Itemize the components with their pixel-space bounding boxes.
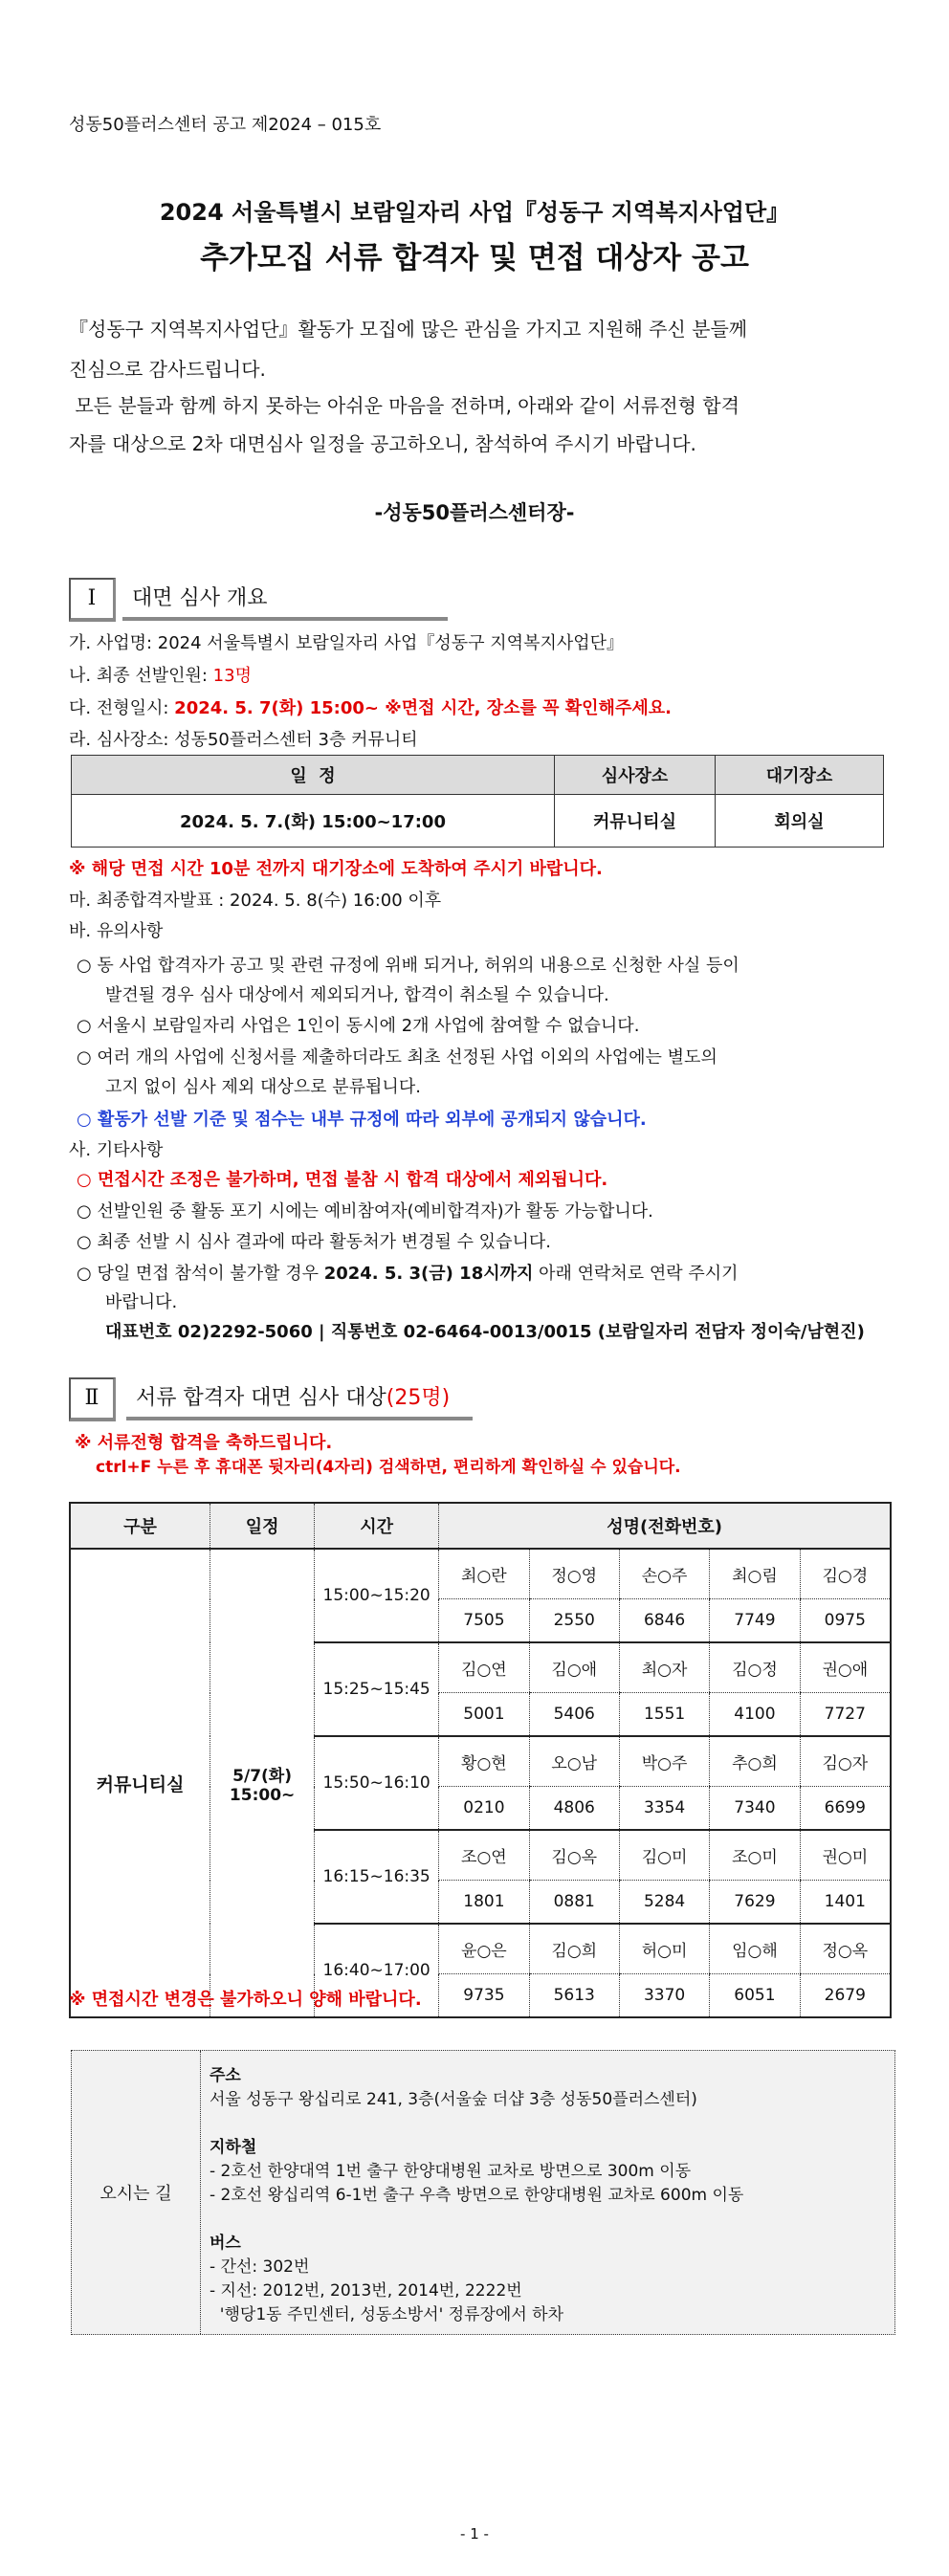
- cell-candidate-name: 조○연: [439, 1830, 529, 1881]
- cell-phone-digits: 1801: [439, 1881, 529, 1925]
- cell-candidate-name: 황○현: [439, 1736, 529, 1787]
- cell-candidate-name: 최○자: [619, 1642, 709, 1693]
- cell-phone-digits: 7629: [710, 1881, 800, 1925]
- cell-phone-digits: 4100: [710, 1693, 800, 1737]
- deadline: 2024. 5. 3(금) 18시까지: [323, 1264, 534, 1284]
- cell-phone-digits: 2550: [529, 1599, 619, 1643]
- header-schedule: 일 정: [72, 756, 555, 795]
- notice-item: ○ 여러 개의 사업에 신청서를 제출하더라도 최초 선정된 사업 이외의 사업에는 별도의: [77, 1047, 717, 1068]
- cell-phone-digits: 7340: [710, 1787, 800, 1831]
- item-ga: 가. 사업명: 2024 서울특별시 보람일자리 사업『성동구 지역복지사업단』: [69, 633, 625, 653]
- cell-candidate-name: 정○영: [529, 1549, 619, 1599]
- item-ma: 마. 최종합격자발표 : 2024. 5. 8(수) 16:00 이후: [69, 891, 442, 911]
- cell-phone-digits: 1401: [800, 1881, 891, 1925]
- cell-phone-digits: 5284: [619, 1881, 709, 1925]
- cell-venue: 커뮤니티실: [555, 795, 716, 848]
- cell-phone-digits: 7505: [439, 1599, 529, 1643]
- cell-phone-digits: 0881: [529, 1881, 619, 1925]
- title-text: 서류 합격자 대면 심사 대상: [136, 1386, 386, 1410]
- cell-waiting: 회의실: [716, 795, 884, 848]
- item-ba: 바. 유의사항: [69, 921, 164, 941]
- notice-item: ○ 서울시 보람일자리 사업은 1인이 동시에 2개 사업에 참여할 수 없습니다.: [77, 1016, 640, 1036]
- header-name-phone: 성명(전화번호): [439, 1503, 891, 1549]
- cell-candidate-name: 김○정: [710, 1642, 800, 1693]
- intro-line: 『성동구 지역복지사업단』활동가 모집에 많은 관심을 가지고 지원해 주신 분들께: [69, 318, 748, 341]
- cell-candidate-name: 김○자: [800, 1736, 891, 1787]
- cell-phone-digits: 3354: [619, 1787, 709, 1831]
- header-date: 일정: [210, 1503, 315, 1549]
- cell-candidate-name: 김○연: [439, 1642, 529, 1693]
- start-time: 15:00~: [229, 1785, 296, 1805]
- intro-line: 진심으로 감사드립니다.: [69, 358, 266, 381]
- change-note: ※ 면접시간 변경은 불가하오니 양해 바랍니다.: [69, 1990, 422, 2010]
- cell-phone-digits: 0210: [439, 1787, 529, 1831]
- cell-candidate-name: 오○남: [529, 1736, 619, 1787]
- etc-item-cont: 바랍니다.: [105, 1292, 178, 1312]
- etc-item: ○ 최종 선발 시 심사 결과에 따라 활동처가 변경될 수 있습니다.: [77, 1232, 551, 1252]
- cell-time-slot: 15:25~15:45: [315, 1642, 439, 1736]
- notice-item-cont: 발견될 경우 심사 대상에서 제외되거나, 합격이 취소될 수 있습니다.: [105, 985, 609, 1005]
- cell-phone-digits: 0975: [800, 1599, 891, 1643]
- page-number: - 1 -: [460, 2525, 489, 2543]
- intro-line: 자를 대상으로 2차 대면심사 일정을 공고하오니, 참석하여 주시기 바랍니다.: [69, 432, 696, 455]
- date: 5/7(화): [232, 1766, 292, 1786]
- directions-label: 오시는 길: [72, 2051, 201, 2334]
- cell-place: 커뮤니티실: [96, 1773, 185, 1795]
- section-title: 대면 심사 개요: [122, 582, 448, 621]
- directions-content: [210, 2064, 743, 2327]
- header-venue: 심사장소: [555, 756, 716, 795]
- arrival-note: ※ 해당 면접 시간 10분 전까지 대기장소에 도착하여 주시기 바랍니다.: [69, 859, 603, 879]
- title-line-1: 2024 서울특별시 보람일자리 사업『성동구 지역복지사업단』: [159, 199, 790, 226]
- cell-candidate-name: 김○경: [800, 1549, 891, 1599]
- candidates-table: [69, 1502, 892, 2018]
- section-number: Ⅱ: [69, 1377, 116, 1421]
- schedule-table: [71, 755, 884, 848]
- bus-route: - 간선: 302번: [210, 2257, 310, 2277]
- search-tip: ctrl+F 누른 후 휴대폰 뒷자리(4자리) 검색하면, 편리하게 확인하실 수 있습니다.: [96, 1458, 681, 1477]
- bus-stop: '행당1동 주민센터, 성동소방서' 정류장에서 하차: [210, 2305, 564, 2324]
- notice-item: ○ 동 사업 합격자가 공고 및 관련 규정에 위배 되거나, 허위의 내용으로 신청한 사실 등이: [77, 956, 739, 976]
- cell-candidate-name: 박○주: [619, 1736, 709, 1787]
- subway-route: - 2호선 왕십리역 6-1번 출구 우측 방면으로 한양대병원 교차로 600m 이동: [210, 2186, 744, 2205]
- cell-date: [210, 1549, 315, 2017]
- text: ○ 당일 면접 참석이 불가할 경우: [77, 1264, 324, 1284]
- bus-route: - 지선: 2012번, 2013번, 2014번, 2222번: [210, 2281, 522, 2301]
- cell-phone-digits: 5613: [529, 1974, 619, 2018]
- name-row: [70, 1549, 891, 1599]
- target-count: (25명): [386, 1386, 451, 1410]
- etc-item-highlight: ○ 면접시간 조정은 불가하며, 면접 불참 시 합격 대상에서 제외됩니다.: [77, 1170, 608, 1190]
- cell-time-slot: 15:50~16:10: [315, 1736, 439, 1830]
- schedule-value: 2024. 5. 7(화) 15:00~ ※면접 시간, 장소를 꼭 확인해주세요.: [174, 698, 672, 718]
- etc-item: [77, 1260, 739, 1285]
- contact-info: 대표번호 02)2292-5060 | 직통번호 02-6464-0013/0015 (보람일자리 전담자 정이숙/남현진): [105, 1322, 865, 1342]
- cell-candidate-name: 김○희: [529, 1924, 619, 1974]
- notice-item-highlight: ○ 활동가 선발 기준 및 점수는 내부 규정에 따라 외부에 공개되지 않습니다.: [77, 1110, 647, 1130]
- subway-heading: 지하철: [210, 2138, 257, 2157]
- cell-phone-digits: 5406: [529, 1693, 619, 1737]
- section-title: [126, 1381, 473, 1420]
- etc-item: ○ 선발인원 중 활동 포기 시에는 예비참여자(예비합격자)가 활동 가능합니다.: [77, 1201, 653, 1222]
- cell-candidate-name: 조○미: [710, 1830, 800, 1881]
- cell-candidate-name: 권○미: [800, 1830, 891, 1881]
- section-number: Ⅰ: [69, 578, 116, 622]
- item-ra: 라. 심사장소: 성동50플러스센터 3층 커뮤니티: [69, 730, 418, 750]
- text: 아래 연락처로 연락 주시기: [533, 1264, 739, 1284]
- header-waiting: 대기장소: [716, 756, 884, 795]
- cell-candidate-name: 윤○은: [439, 1924, 529, 1974]
- congrats-note: ※ 서류전형 합격을 축하드립니다.: [75, 1433, 333, 1453]
- subway-route: - 2호선 한양대역 1번 출구 한양대병원 교차로 방면으로 300m 이동: [210, 2162, 692, 2181]
- label: 나. 최종 선발인원:: [69, 666, 213, 686]
- cell-phone-digits: 7749: [710, 1599, 800, 1643]
- cell-phone-digits: 9735: [439, 1974, 529, 2018]
- cell-candidate-name: 김○애: [529, 1642, 619, 1693]
- cell-candidate-name: 임○해: [710, 1924, 800, 1974]
- cell-candidate-name: 최○림: [710, 1549, 800, 1599]
- intro-line: 모든 분들과 함께 하지 못하는 아쉬운 마음을 전하며, 아래와 같이 서류전형 합격: [69, 394, 739, 417]
- cell-phone-digits: 1551: [619, 1693, 709, 1737]
- address: 서울 성동구 왕십리로 241, 3층(서울숲 더샵 3층 성동50플러스센터): [210, 2090, 697, 2109]
- cell-phone-digits: 6846: [619, 1599, 709, 1643]
- cell-candidate-name: 김○옥: [529, 1830, 619, 1881]
- bus-heading: 버스: [210, 2234, 241, 2253]
- item-sa: 사. 기타사항: [69, 1140, 164, 1160]
- cell-candidate-name: 추○희: [710, 1736, 800, 1787]
- header-time: 시간: [315, 1503, 439, 1549]
- item-da: [69, 694, 672, 719]
- cell-phone-digits: 2679: [800, 1974, 891, 2018]
- header-category: 구분: [70, 1503, 210, 1549]
- cell-candidate-name: 최○란: [439, 1549, 529, 1599]
- cell-candidate-name: 정○옥: [800, 1924, 891, 1974]
- cell-time-slot: 15:00~15:20: [315, 1549, 439, 1642]
- selected-count: 13명: [212, 666, 252, 686]
- cell-candidate-name: 김○미: [619, 1830, 709, 1881]
- notice-number: 성동50플러스센터 공고 제2024 – 015호: [69, 115, 382, 135]
- cell-candidate-name: 허○미: [619, 1924, 709, 1974]
- signature: -성동50플러스센터장-: [374, 501, 575, 524]
- cell-time-slot: 16:15~16:35: [315, 1830, 439, 1924]
- cell-time-slot: 16:40~17:00: [315, 1924, 439, 2017]
- cell-schedule: 2024. 5. 7.(화) 15:00~17:00: [72, 795, 555, 848]
- cell-candidate-name: 손○주: [619, 1549, 709, 1599]
- address-heading: 주소: [210, 2066, 241, 2085]
- directions-box: [71, 2050, 895, 2335]
- item-na: [69, 662, 252, 687]
- cell-phone-digits: 5001: [439, 1693, 529, 1737]
- page-title: 추가모집 서류 합격자 및 면접 대상자 공고: [200, 241, 749, 275]
- cell-phone-digits: 4806: [529, 1787, 619, 1831]
- notice-item-cont: 고지 없이 심사 제외 대상으로 분류됩니다.: [105, 1077, 421, 1097]
- cell-candidate-name: 권○애: [800, 1642, 891, 1693]
- label: 다. 전형일시:: [69, 698, 175, 718]
- cell-phone-digits: 7727: [800, 1693, 891, 1737]
- cell-phone-digits: 3370: [619, 1974, 709, 2018]
- cell-phone-digits: 6699: [800, 1787, 891, 1831]
- cell-phone-digits: 6051: [710, 1974, 800, 2018]
